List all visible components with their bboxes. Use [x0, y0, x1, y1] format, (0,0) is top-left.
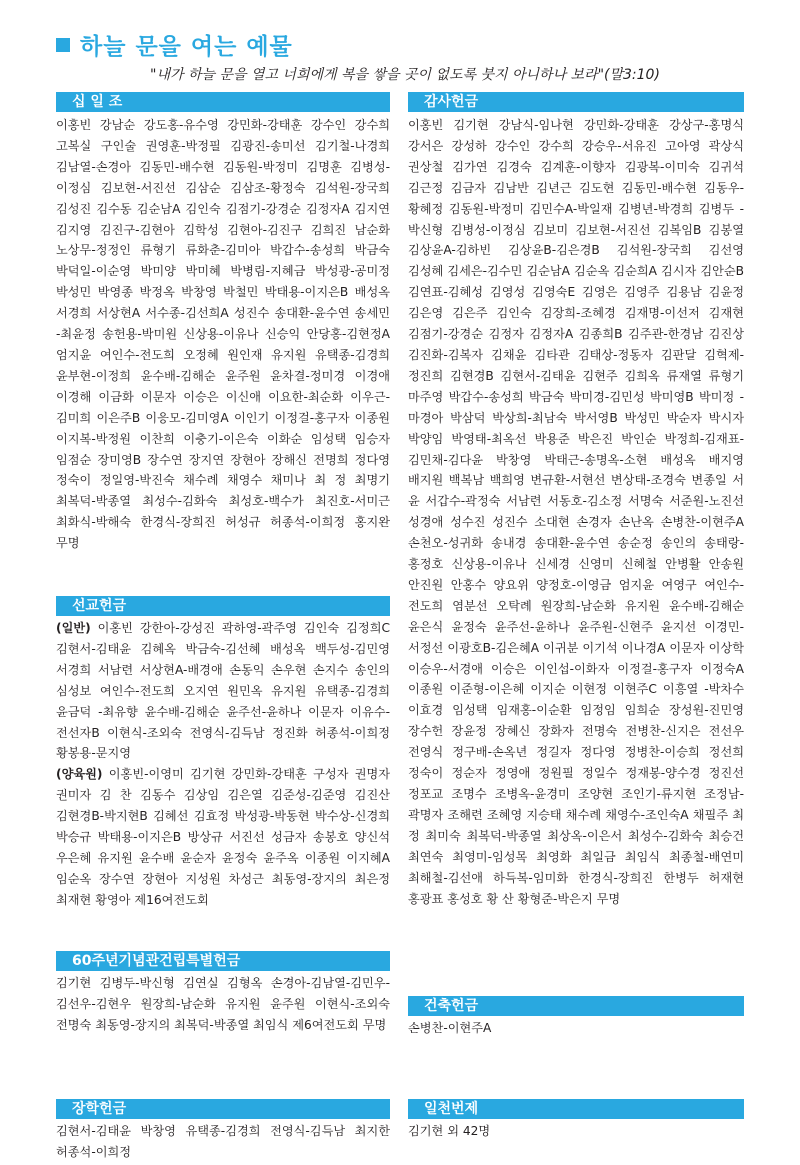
section-header-missions: 선교헌금	[56, 596, 390, 616]
missions-general-label: (일반)	[56, 621, 91, 635]
section-header-thanks: 감사헌금	[408, 92, 744, 112]
tithe-names: 이홍빈 강남순 강도홍-유수영 강민화-강태훈 강수인 강수희 고복실 구인술 권영훈-박정필 김광진-송미선 김기철-나경희 김남열-손경아 김동민-배수현 김동원-박정미 김명훈 김병성-이정심 김보현-서진선 김삼순 김삼조-황정숙 김석원-장국희 김성진 김수동 김순남A 김인숙 김점기-강경순 김정자A 김지연 김지영 김진구-김현아 김학성 김현아-김진구 김희진 남순화 노상무-정정인 류형기 류화춘-김미아 박갑수-송성희 박금숙 박덕일-이순영 박미양 박미혜 박병림-지혜금 박성광-공미정 박성민 박영종 박정옥 박창영 박철민 박태용-이지은B 배성옥 서경희 서상현A 서수종-김선희A 성진수 송대환-윤수연 송세민 -최윤정 송헌용-박미원 신상용-이유나 신승익 안당홍-김현정A 엄지윤 여인수-전도희 오정혜 원인재 유지원 유택종-김경희 윤부현-이정희 윤수배-김해순 윤주원 윤차결-정미경 이경애 이경해 이금화 이문자 이승은 이신애 이요한-최순화 이우근-김미희 이은주B 이응모-김미영A 이인기 이정걸-홍구자 이종원 이지복-박정원 이찬희 이충기-이은숙 이화순 임성택 임승자 임점순 장미영B 장수연 장지연 장현아 장해신 전명희 정다영 정숙이 정일영-박진숙 채수례 채영수 채미나 최 정 최명기 최복덕-박종열 최성수-김화숙 최성호-백수가 최진호-서미근 최화식-박해숙 한경식-장희진 허성규 허종석-이희정 홍지완 무명	[56, 118, 390, 551]
ilcheon-names: 김기현 외 42명	[408, 1124, 491, 1138]
section-header-ilcheon: 일천번제	[408, 1099, 744, 1119]
missions-general-names: 이홍빈 강한아-강성진 곽하영-곽주영 김인숙 김정희C 김현서-김태윤 김혜옥 박금숙-김선혜 배성옥 백두성-김민영 서경희 서남련 서상현A-배경애 손동익 손우현 손지수 송인의 심성보 여인수-전도희 오지연 원민옥 유지원 유택종-김경희 윤금덕 -최유향 윤수배-김해순 윤주선-윤하나 이문자 이유수-전선자B 이현식-조외숙 전영식-김득남 정진화 허종석-이희정 황봉용-문지영	[56, 621, 390, 761]
missions-yangyuk	[56, 764, 390, 910]
section-header-scholarship: 장학헌금	[56, 1099, 390, 1119]
section-header-tithe: 십 일 조	[56, 92, 390, 112]
page-title	[56, 28, 293, 61]
missions-yangyuk-names: 이홍빈-이영미 김기현 강민화-강태훈 구성자 권명자 권미자 김 찬 김동수 김상임 김은열 김준성-김준영 김진산 김현경B-박지현B 김혜선 김효정 박성광-박동현 박수상-신경희 박승규 박태용-이지은B 방상규 서진선 성금자 송봉호 양신석 우은혜 유지원 윤수배 윤순자 윤정숙 윤주옥 이종원 이지혜A 임순옥 장수연 장현아 지성원 차성근 최동영-장지의 최은정 최재현 황영아 제16여전도회	[56, 767, 390, 907]
title-square-bullet	[56, 38, 70, 52]
scripture-verse: "내가 하늘 문을 열고 너희에게 복을 쌓을 곳이 없도록 붓지 아니하나 보라"(말3:10)	[150, 67, 660, 83]
building-names: 손병찬-이현주A	[408, 1021, 492, 1035]
anniversary-names: 김기현 김병두-박신형 김연실 김형옥 손경아-김남열-김민우-김선우-김현우 원장희-남순화 유지원 윤주원 이현식-조외숙 전명숙 최동영-장지의 최복덕-박종열 최임식 제6여전도회 무명	[56, 976, 390, 1032]
missions-yangyuk-label: (양육원)	[56, 767, 103, 782]
page-title-text: 하늘 문을 여는 예물	[80, 34, 293, 60]
thanks-names: 이홍빈 김기현 강남식-임나현 강민화-강태훈 강상구-홍명식 강서은 강성하 강수인 강수희 강승우-서유진 고아영 곽상식 권상철 김가연 김경숙 김계훈-이향자 김광복-이미숙 김귀석 김근정 김금자 김남반 김년근 김도현 김동민-배수현 김동우-황혜정 김동원-박정미 김민수A-박일재 김병년-박경희 김병두 -박신형 김병성-이정심 김보미 김보현-서진선 김복임B 김봉열 김상윤A-김하빈 김상윤B-김은경B 김석원-장국희 김선영 김성혜 김세은-김수민 김순남A 김순옥 김순희A 김시자 김안순B 김연표-김혜성 김영성 김영숙E 김영은 김영주 김용남 김윤정 김은영 김은주 김인숙 김장희-조혜경 김재명-이선저 김재현 김점기-강경순 김정자 김정자A 김종희B 김주관-한경남 김진상 김진화-김복자 김채윤 김타관 김태상-정동자 김판달 김혁제-정진희 김현경B 김현서-김태윤 김현주 김희옥 류재열 류형기 마주영 박갑수-송성희 박금숙 박미경-김민성 박미영B 박미정 -마경아 박삼덕 박상희-최남숙 박서영B 박성민 박순자 박시자 박양임 박영태-최옥선 박용준 박은진 박인순 박정희-김재표-김민채-김다윤 박창영 박태근-송명옥-소현 배성옥 배지영 배지원 백복남 백희영 변규환-서현선 변상태-조경숙 변종일 서 윤 서갑수-곽정숙 서남련 서동호-김소정 서명숙 서준원-노진선 성경애 성수진 성진수 소대현 손경자 손난옥 손병찬-이현주A 손천오-성귀화 송내경 송대환-윤수연 송순정 송인의 송태랑-홍정호 신상용-이유나 신세경 신영미 신혜철 안병활 안송원 안진원 안홍수 양요위 양정호-이영금 엄지윤 여영구 여인수-전도희 염분선 오탁례 원장희-남순화 유지원 윤수배-김해순 윤은식 윤정숙 윤주선-윤하나 윤주원-신현주 윤지선 이경민-서정선 이광호B-김은혜A 이귀분 이기석 이나경A 이문자 이상학 이승우-서경애 이승은 이인섭-이화자 이정걸-홍구자 이정숙A 이종원 이준형-이은혜 이지순 이현정 이현주C 이흥열 -박차수 이효경 임성택 임재홍-이순환 임정임 임희순 장성원-진민영 장수헌 장윤정 장혜신 장화자 전명숙 전병찬-신지은 전선우 전영식 정구배-손옥년 정길자 정다영 정병찬-이승희 정선희 정숙이 정순자 정영애 정원필 정일수 정재봉-양수경 정진선 정포교 조명수 조병옥-윤경미 조양현 조인기-류지현 조정남-곽명자 조해련 조혜영 지승태 채수례 채영수-조인숙A 채필주 최 정 최미숙 최복덕-박종열 최상옥-이은서 최성수-김화숙 최승건 최연숙 최영미-임성목 최영화 최일금 최임식 최종철-배연미 최해철-김선애 하득복-임미화 한경식-장희진 한병두 허재현 홍광표 홍성호 황 산 황형준-박은지 무명	[408, 118, 744, 906]
section-header-anniversary: 60주년기념관건립특별헌금	[56, 951, 390, 971]
scholarship-names: 김현서-김태윤 박창영 유택종-김경희 전영식-김득남 최지한 허종석-이희정	[56, 1124, 390, 1159]
missions-body	[56, 618, 390, 923]
missions-general	[56, 618, 390, 764]
section-header-building: 건축헌금	[408, 996, 744, 1016]
